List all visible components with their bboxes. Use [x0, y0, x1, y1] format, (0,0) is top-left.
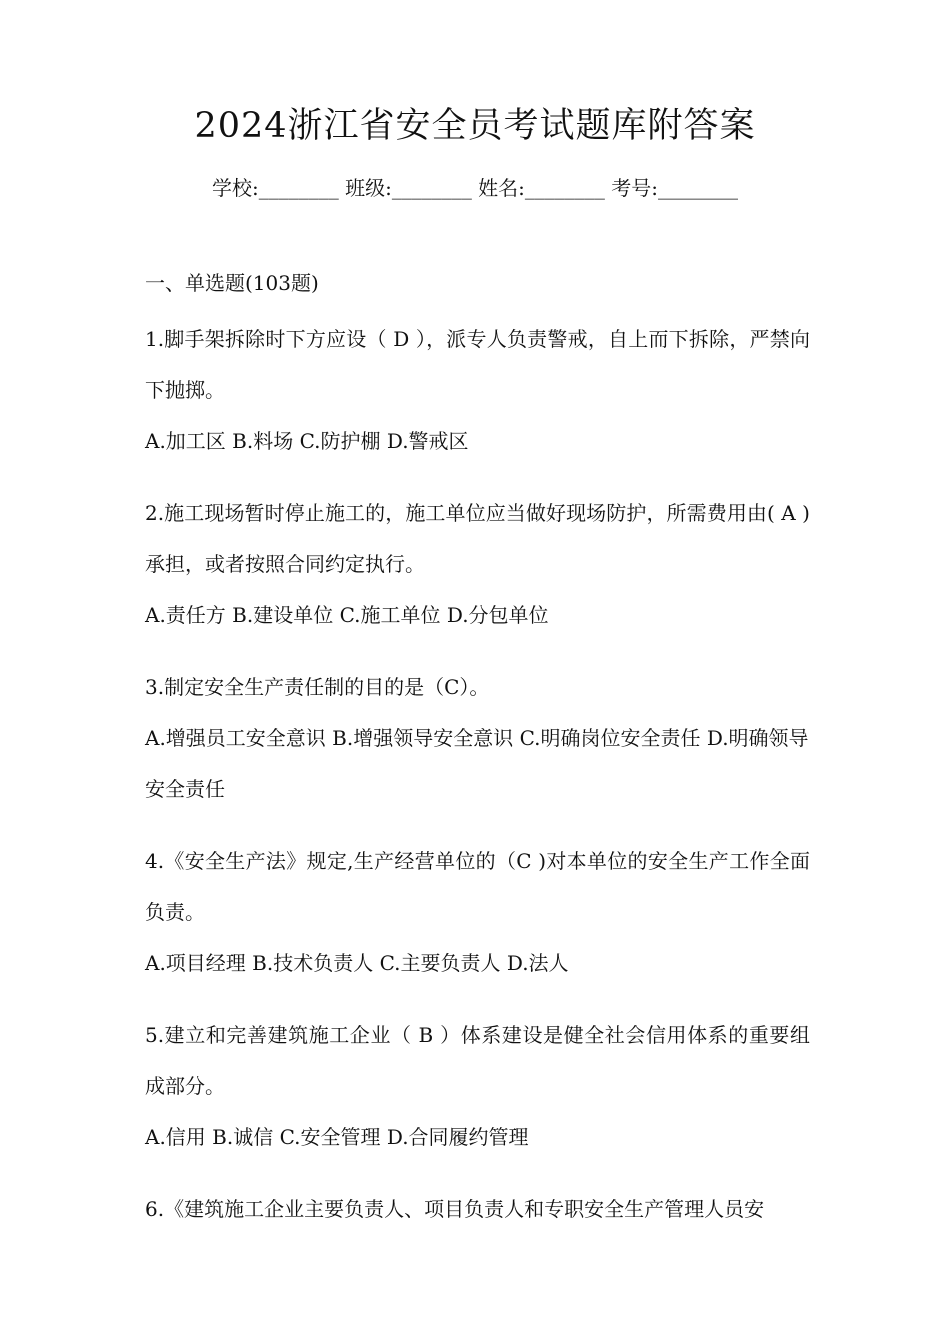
- question-options: A.责任方 B.建设单位 C.施工单位 D.分包单位: [145, 603, 549, 627]
- question-stem: 1.脚手架拆除时下方应设（ D ），派专人负责警戒，自上而下拆除，严禁向下抛掷。: [145, 327, 810, 402]
- question-list: [145, 267, 810, 1256]
- document-title: 2024浙江省安全员考试题库附答案: [194, 106, 756, 146]
- student-info-line: [0, 172, 950, 204]
- question-stem: 4.《安全生产法》规定,生产经营单位的（C )对本单位的安全生产工作全面负责。: [145, 849, 810, 924]
- question-stem: 6.《建筑施工企业主要负责人、项目负责人和专职安全生产管理人员安: [145, 1197, 765, 1221]
- question-item: [145, 1184, 810, 1235]
- question-item: [145, 314, 810, 467]
- section-heading: 一、单选题(103题): [145, 271, 319, 295]
- question-stem: 3.制定安全生产责任制的目的是（C）。: [145, 675, 490, 699]
- student-info-fields: 学校:________ 班级:________ 姓名:________ 考号:________: [211, 176, 739, 200]
- question-options: A.加工区 B.料场 C.防护棚 D.警戒区: [145, 429, 469, 453]
- question-options: A.项目经理 B.技术负责人 C.主要负责人 D.法人: [145, 951, 569, 975]
- question-stem: 2.施工现场暂时停止施工的，施工单位应当做好现场防护，所需费用由( A )承担，或者按照合同约定执行。: [145, 501, 810, 576]
- question-options: A.信用 B.诚信 C.安全管理 D.合同履约管理: [145, 1125, 529, 1149]
- question-item: [145, 1010, 810, 1163]
- question-item: [145, 836, 810, 989]
- question-options: A.增强员工安全意识 B.增强领导安全意识 C.明确岗位安全责任 D.明确领导安全责任: [145, 726, 809, 801]
- question-stem: 5.建立和完善建筑施工企业（ B ）体系建设是健全社会信用体系的重要组成部分。: [145, 1023, 810, 1098]
- question-item: [145, 488, 810, 641]
- question-item: [145, 662, 810, 815]
